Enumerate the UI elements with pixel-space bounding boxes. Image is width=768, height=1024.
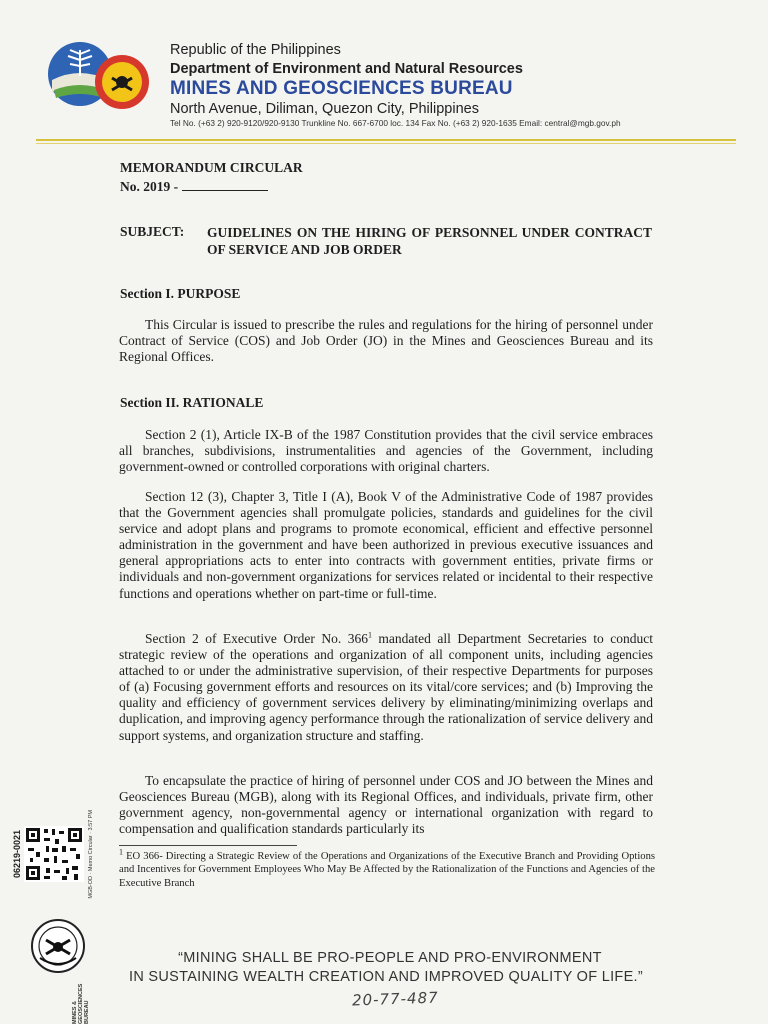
seal-caption: MINES & GEOSCIENCES BUREAU <box>72 983 90 1024</box>
department-line: Department of Environment and Natural Resources <box>170 61 523 77</box>
bureau-name: MINES AND GEOSCIENCES BUREAU <box>170 78 513 99</box>
rationale-p3-start: Section 2 of Executive Order No. 366 <box>145 631 368 646</box>
footnote-text: EO 366- Directing a Strategic Review of the Operations and Organizations of the Executive Branch and Providing Options and Incentives for Government Employees Who May Be Affected by the Rationalization of the Functions and Agencies of the Executive Branch <box>119 851 655 889</box>
footnote <box>119 847 655 890</box>
rationale-paragraph-3 <box>119 631 653 744</box>
subject-label: SUBJECT: <box>120 224 185 239</box>
bureau-address: North Avenue, Diliman, Quezon City, Philippines <box>170 101 479 117</box>
footnote-rule <box>119 845 297 846</box>
memo-title: MEMORANDUM CIRCULAR <box>120 160 303 175</box>
receiving-stamp-text: MGB-OD · Memo Circular · 3:57 PM <box>88 810 94 899</box>
purpose-heading: Section I. PURPOSE <box>120 286 241 301</box>
subject-text: GUIDELINES ON THE HIRING OF PERSONNEL UNDER CONTRACT OF SERVICE AND JOB ORDER <box>207 225 652 257</box>
handwritten-number: 20-77-487 <box>351 988 439 1010</box>
letterhead-rule-thin <box>36 143 736 144</box>
motto-line-2: IN SUSTAINING WEALTH CREATION AND IMPROVED QUALITY OF LIFE.” <box>128 969 643 985</box>
republic-line: Republic of the Philippines <box>170 42 341 58</box>
rationale-heading: Section II. RATIONALE <box>120 395 264 410</box>
memo-number-blank <box>182 178 268 191</box>
rationale-paragraph-1: Section 2 (1), Article IX-B of the 1987 Constitution provides that the civil service embraces all branches, subdivisions, instrumentalities and agencies of the Government, including government-owned or controlled corporations with original charters. <box>119 427 653 475</box>
footnote-mark: 1 <box>119 847 123 857</box>
memo-number-text: No. 2019 - <box>120 179 179 194</box>
letterhead-rule <box>36 139 736 141</box>
memo-number <box>120 178 268 195</box>
motto-line-1: “MINING SHALL BE PRO-PEOPLE AND PRO-ENVIRONMENT <box>178 950 602 966</box>
document-code: 06219-0021 <box>12 830 22 879</box>
denr-mgb-logo-icon <box>46 36 156 120</box>
rationale-p3-rest: mandated all Department Secretaries to conduct strategic review of the operations and organization of all component units, including agencies attached to or under the administrative supervision, of their respective Departments for purposes of (a) Focusing government efforts and resources on its vital/core services; and (b) Improving the quality and efficiency of government services delivery by eliminating/minimizing overlaps and duplication, and improving agency performance through the rationalization of service delivery and support systems, and organization structure and staffing. <box>119 631 653 743</box>
purpose-paragraph: This Circular is issued to prescribe the rules and regulations for the hiring of personnel under Contract of Service (COS) and Job Order (JO) in the Mines and Geosciences Bureau and its Regional Offices. <box>119 317 653 365</box>
rationale-paragraph-2: Section 12 (3), Chapter 3, Title I (A), Book V of the Administrative Code of 1987 provides that the Government agencies shall promulgate policies, standards and guidelines for the civil service and adopt plans and programs to promote economical, efficient and effective personnel administration in the government and have been authorized in previous executive issuances and general appropriations acts to enter into contracts with government entities, private firms or individuals and non-government organizations for services related or incidental to their respective functions and operations whether on part-time or full-time. <box>119 489 653 601</box>
bureau-contact: Tel No. (+63 2) 920-9120/920-9130 Trunkline No. 667-6700 loc. 134 Fax No. (+63 2) 920-1635 Email: central@mgb.gov.ph <box>170 118 621 128</box>
footnote-ref: 1 <box>367 630 372 640</box>
rationale-paragraph-4: To encapsulate the practice of hiring of personnel under COS and JO between the Mines and Geosciences Bureau (MGB), along with its Regional Offices, and individuals, private firm, other government agency, non-governmental agency or international organization with regard to compensation and qualification standards particularly its <box>119 773 653 837</box>
qr-code-icon <box>24 826 84 882</box>
